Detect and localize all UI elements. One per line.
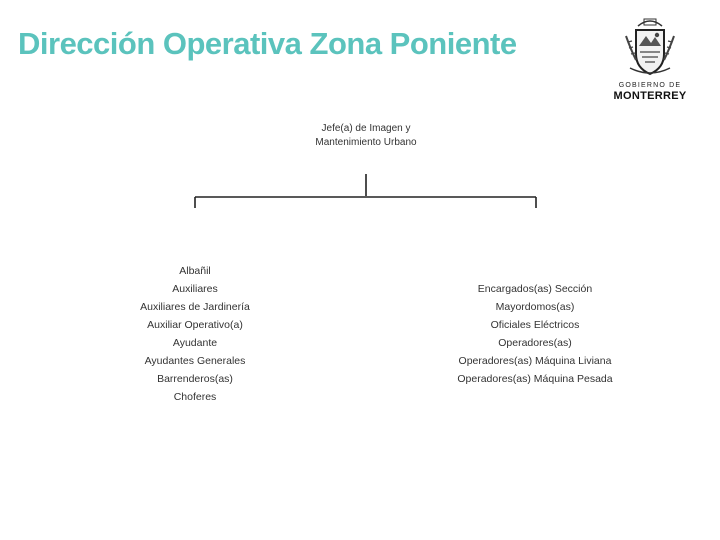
org-head-line-2: Mantenimiento Urbano — [315, 137, 417, 148]
position-item: Auxiliar Operativo(a) — [147, 319, 243, 331]
left-positions-list — [120, 262, 270, 406]
slide-title: Dirección Operativa Zona Poniente — [18, 26, 517, 61]
right-positions-list — [440, 280, 630, 388]
org-head-line-1: Jefe(a) de Imagen y — [321, 123, 411, 134]
position-item: Operadores(as) Máquina Liviana — [458, 355, 612, 367]
position-item: Operadores(as) Máquina Pesada — [457, 373, 613, 385]
position-item: Auxiliares — [172, 283, 218, 295]
position-item: Mayordomos(as) — [495, 301, 575, 313]
logo-text-monterrey: MONTERREY — [613, 90, 687, 102]
position-item: Albañil — [179, 265, 211, 277]
position-item: Auxiliares de Jardinería — [140, 301, 250, 313]
position-item: Oficiales Eléctricos — [490, 319, 580, 331]
position-item: Barrenderos(as) — [157, 373, 233, 385]
position-item: Operadores(as) — [498, 337, 572, 349]
position-item: Encargados(as) Sección — [477, 283, 593, 295]
logo-text-gobierno: GOBIERNO DE — [618, 82, 682, 89]
position-item: Ayudantes Generales — [144, 355, 246, 367]
position-item: Choferes — [173, 391, 217, 403]
position-item: Ayudante — [172, 337, 218, 349]
